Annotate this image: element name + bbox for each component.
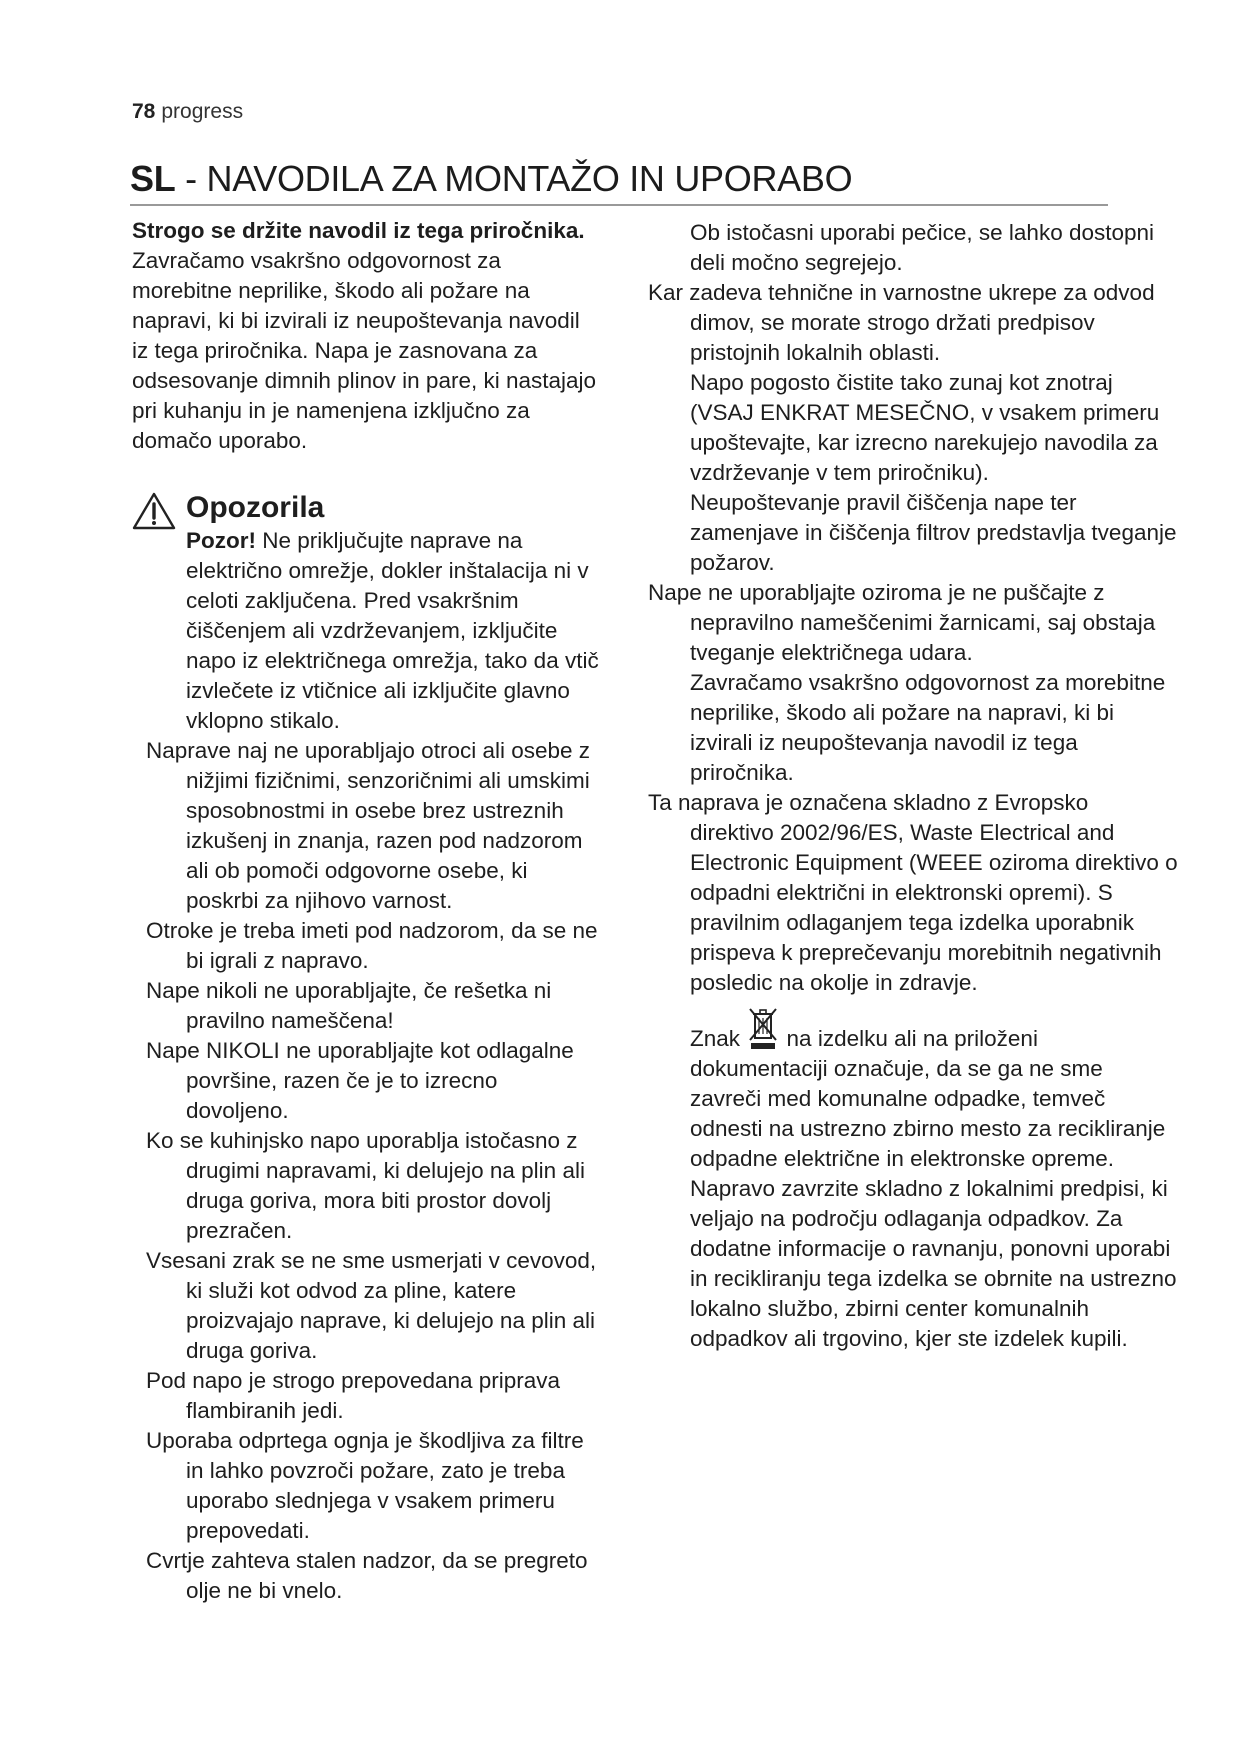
warning-item: Vsesani zrak se ne sme usmerjati v cevovod, ki služi kot odvod za pline, katere proizvajajo naprave, ki delujejo na plin ali druga goriva. [146, 1248, 597, 1363]
warning-item: Nape nikoli ne uporabljajte, če rešetka ni pravilno nameščena! [146, 978, 552, 1033]
warnings-title: Opozorila [186, 491, 325, 524]
right-column [648, 218, 1178, 1354]
weee-symbol-paragraph [648, 1006, 1178, 1354]
title-text: - NAVODILA ZA MONTAŽO IN UPORABO [175, 158, 853, 199]
fire-risk-paragraph: Neupoštevanje pravil čiščenja nape ter zamenjave in čiščenja filtrov predstavlja tveganje požarov. [690, 490, 1177, 575]
warning-first-bold: Pozor! [186, 528, 256, 553]
brand-name: progress [161, 100, 244, 123]
warning-first-text: Ne priključujte naprave na električno omrežje, dokler inštalacija ni v celoti zaključena. Pred vsakršnim čiščenjem ali vzdrževanjem, izključite napo iz električnega omrežja, tako da vtič izvlečete iz vtičnice ali izključite glavno vklopno stikalo. [186, 528, 599, 733]
title-divider [130, 204, 1108, 206]
intro-paragraph [132, 216, 602, 456]
smoke-regulations-item: Kar zadeva tehnične in varnostne ukrepe za odvod dimov, se morate strogo držati predpisov pristojnih lokalnih oblasti. [648, 280, 1155, 365]
warning-item: Uporaba odprtega ognja je škodljiva za filtre in lahko povzroči požare, zato je treba uporabo slednjega v vsakem primeru prepovedati. [146, 1428, 584, 1543]
weee-text: na izdelku ali na priloženi dokumentaciji označuje, da se ga ne sme zavreči med komunalne odpadke, temveč odnesti na ustrezno zbirno mesto za recikliranje odpadne električne in elektronske opreme. Napravo zavrzite skladno z lokalnimi predpisi, ki veljajo na področju odlaganja odpadkov. Za dodatne informacije o ravnanju, ponovni uporabi in recikliranju tega izdelka se obrnite na ustrezno lokalno službo, zbirni center komunalnih odpadkov ali trgovino, kjer ste izdelek kupili. [690, 1026, 1177, 1351]
warning-triangle-icon [132, 492, 176, 530]
page-number: 78 [132, 100, 156, 123]
cleaning-paragraph: Napo pogosto čistite tako zunaj kot znotraj (VSAJ ENKRAT MESEČNO, v vsakem primeru upoštevajte, kar izrecno narekujejo navodila za vzdrževanje v tem priročniku). [690, 370, 1160, 485]
crossed-bin-icon [748, 1006, 778, 1050]
warning-item: Nape NIKOLI ne uporabljajte kot odlagalne površine, razen če je to izrecno dovoljeno. [146, 1038, 574, 1123]
left-column [132, 216, 602, 1606]
weee-item: Ta naprava je označena skladno z Evropsko direktivo 2002/96/ES, Waste Electrical and Electronic Equipment (WEEE oziroma direktivo o odpadni električni in elektronski opremi). S pravilnim odlaganjem tega izdelka uporabnik prispeva k preprečevanju morebitnih negativnih posledic na okolje in zdravje. [648, 790, 1178, 995]
title-language-code: SL [130, 158, 176, 199]
warning-item: Cvrtje zahteva stalen nadzor, da se pregreto olje ne bi vnelo. [146, 1548, 588, 1603]
liability-paragraph: Zavračamo vsakršno odgovornost za morebitne neprilike, škodo ali požare na napravi, ki bi izvirali iz neupoštevanja navodil iz tega priročnika. [690, 670, 1166, 785]
bulbs-item: Nape ne uporabljajte oziroma je ne puščajte z nepravilno nameščenimi žarnicami, saj obstaja tveganje električnega udara. [648, 580, 1156, 665]
page-title [130, 158, 852, 200]
warning-item: Naprave naj ne uporabljajo otroci ali osebe z nižjimi fizičnimi, senzoričnimi ali umskimi sposobnostmi in osebe brez ustreznih izkušenj in znanja, razen pod nadzorom ali ob pomoči odgovorne osebe, ki poskrbi za njihovo varnost. [146, 738, 591, 913]
warning-item: Ko se kuhinjsko napo uporablja istočasno z drugimi napravami, ki delujejo na plin ali druga goriva, mora biti prostor dovolj prezračen. [146, 1128, 585, 1243]
intro-text: Zavračamo vsakršno odgovornost za morebitne neprilike, škodo ali požare na napravi, ki bi izvirali iz neupoštevanja navodil iz tega priročnika. Napa je zasnovana za odsesovanje dimnih plinov in pare, ki nastajajo pri kuhanju in je namenjena izključno za domačo uporabo. [132, 248, 597, 453]
oven-heat-paragraph: Ob istočasni uporabi pečice, se lahko dostopni deli močno segrejejo. [690, 220, 1155, 275]
intro-bold-lead: Strogo se držite navodil iz tega priročnika. [132, 218, 585, 243]
weee-lead: Znak [690, 1026, 741, 1051]
warning-item: Otroke je treba imeti pod nadzorom, da se ne bi igrali z napravo. [146, 918, 598, 973]
warning-item-first [132, 526, 602, 736]
warning-item: Pod napo je strogo prepovedana priprava flambiranih jedi. [146, 1368, 561, 1423]
warnings-heading [132, 490, 602, 526]
page-header [132, 100, 243, 124]
